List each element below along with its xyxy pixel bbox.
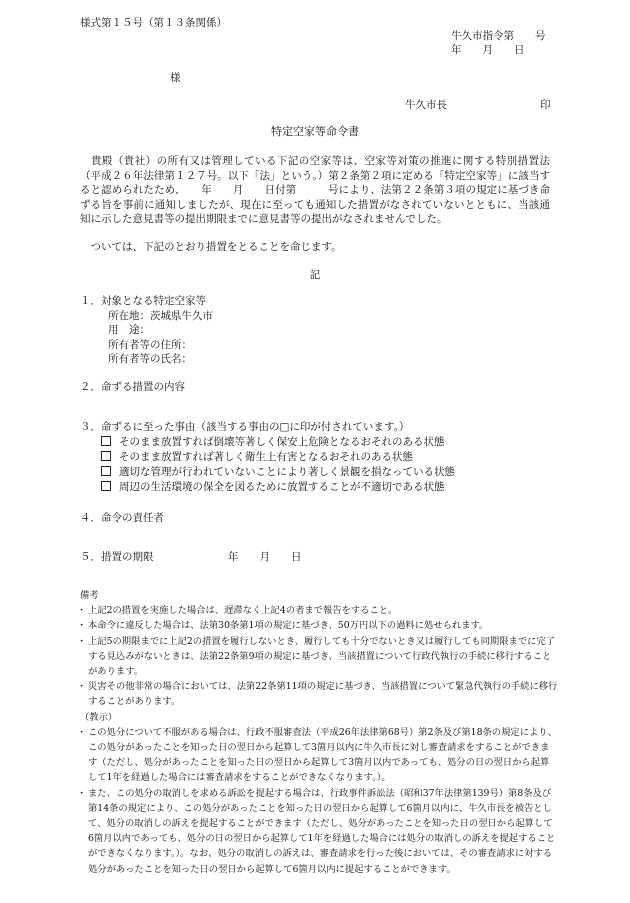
item4-heading: ４．命令の責任者 [80, 512, 164, 524]
reason-row [101, 480, 445, 494]
reason-label: 適切な管理が行われていないことにより著しく景観を損なっている状態 [119, 466, 455, 478]
ki-heading: 記 [309, 269, 321, 281]
remark-item: ・ 本命令に違反した場合は、法第30条第1項の規定に基づき、50万円以下の過料に処せられます。 [80, 618, 558, 633]
remarks-section [80, 588, 558, 877]
seal-mark: 印 [540, 99, 551, 111]
body-closing: ついては、下記のとおり措置をとることを命じます。 [80, 241, 342, 253]
reason-label: そのまま放置すれば著しく衛生上有害となるおそれのある状態 [119, 451, 413, 463]
remark-item: ・ 上記2の措置を実施した場合は、遅滞なく上記4の者まで報告をすること。 [80, 603, 558, 618]
owner-name-field: 所有者等の氏名： [108, 353, 192, 365]
checkbox-icon[interactable] [101, 481, 111, 491]
document-title: 特定空家等命令書 [271, 125, 359, 138]
deadline-date: 年 月 日 [228, 551, 302, 563]
remarks-heading: 備考 [80, 590, 99, 601]
item2-heading: ２．命ずる措置の内容 [80, 381, 185, 393]
reason-label: 周辺の生活環境の保全を図るために放置することが不適切である状態 [119, 481, 445, 493]
issue-date: 年 月 日 [451, 44, 525, 56]
reason-row [101, 465, 455, 479]
instruction-item: ・ この処分について不服がある場合は、行政不服審査法（平成26年法律第68号）第2条及び第18条の規定により、この処分があったことを知った日の翌日から起算して3箇月以内に牛久市長に対し審査請求をすることができます（ただし、処分があったことを知った日の翌日から起算して3箇月以内であっても、処分の日の翌日から起算して1年を経過した場合には審査請求をすることができなくなります。）。 [80, 725, 558, 786]
checkbox-icon[interactable] [101, 451, 111, 461]
instruction-item: ・ また、この処分の取消しを求める訴訟を提起する場合は、行政事件訴訟法（昭和37年法律第139号）第8条及び第14条の規定により、この処分があったことを知った日の翌日から起算して6箇月以内に、牛久市長を被告として、処分の取消しの訴えを提起することができます（ただし、処分があったことを知った日の翌日から起算して6箇月以内であっても、処分の日の翌日から起算して1年を経過した場合には処分の取消しの訴えを提起することができなくなります。）。なお、処分の取消しの訴えは、審査請求を行った後においては、その審査請求に対する処分があったことを知った日の翌日から起算して6箇月以内に提起することができます。 [80, 786, 558, 877]
directive-number: 牛久市指令第 号 [451, 30, 546, 42]
item5-heading: ５．措置の期限 [80, 551, 154, 563]
item3-heading: ３．命ずるに至った事由（該当する事由の□に印が付されています。） [80, 421, 410, 433]
reason-label: そのまま放置すれば倒壊等著しく保安上危険となるおそれのある状態 [119, 436, 445, 448]
body-paragraph: 貴殿（貴社）の所有又は管理している下記の空家等は、空家等対策の推進に関する特別措置法（平成２６年法律第１２７号。以下「法」という。）第２条第２項に定める「特定空家等」に該当すると認められたため、 年 月 日付第 号により、法第２２条第３項の規定に基づき命ずる旨を事前に通知しましたが、現在に至っても通知した措置がなされていないとともに、当該通知に示した意見書等の提出期限までに意見書等の提出がなされませんでした。 [80, 155, 550, 226]
item1-heading: １．対象となる特定空家等 [80, 295, 206, 307]
location-field: 所在地：茨城県牛久市 [108, 310, 213, 322]
reason-row [101, 450, 413, 464]
remark-item: ・ 災害その他非常の場合においては、法第22条第11項の規定に基づき、当該措置について緊急代執行の手続に移行することがあります。 [80, 679, 558, 709]
checkbox-icon[interactable] [101, 466, 111, 476]
addressee-suffix: 様 [170, 72, 181, 84]
owner-address-field: 所有者等の住所： [108, 339, 192, 351]
form-number: 様式第１５号（第１３条関係） [80, 17, 227, 29]
issuer-name: 牛久市長 [405, 99, 447, 111]
checkbox-icon[interactable] [101, 436, 111, 446]
usage-field: 用 途： [108, 324, 150, 336]
instruction-heading: （教示） [80, 711, 118, 723]
remark-item: ・ 上記5の期限までに上記2の措置を履行しないとき、履行しても十分でないとき又は履行しても同期限までに完了する見込みがないときは、法第22条第9項の規定に基づき、当該措置について行政代執行の手続に移行することがあります。 [80, 634, 558, 680]
reason-row [101, 435, 445, 449]
